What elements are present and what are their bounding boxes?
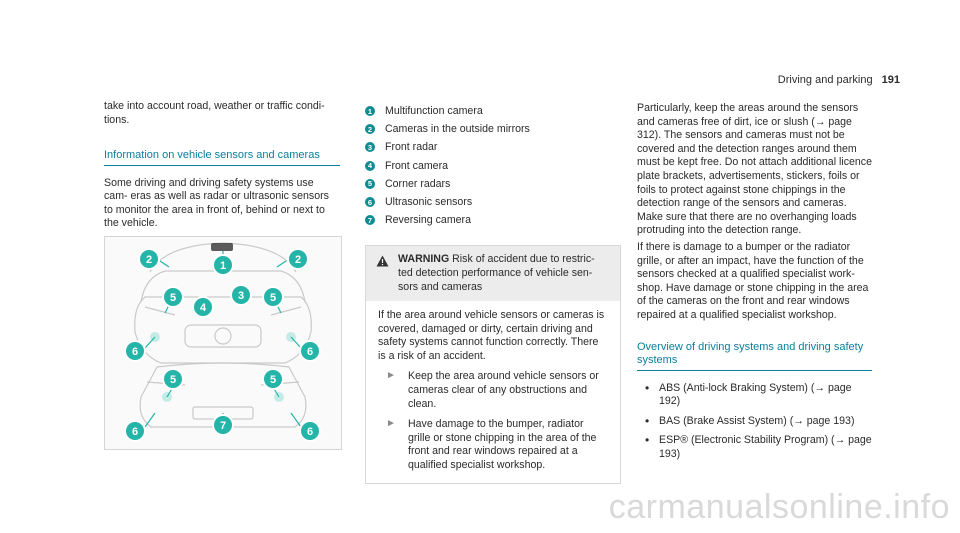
care-paragraph: Particularly, keep the areas around the sensors and cameras free of dirt, ice or slush (→ page 312). The sensors and cameras must not be covered and the detection ranges around them must be kept free. Do not attach additional licence plate brackets, advertisements, stickers, foils or foils to protect against stone chippings in the detection range of the sensors and cameras. Make sure that there are no overhanging loads protruding into the detection range.	[637, 102, 872, 237]
svg-text:6: 6	[306, 346, 314, 358]
damage-paragraph: If there is damage to a bumper or the radiator grille, or after an impact, have the function of the sensors checked at a qualified specialist work- shop. Have damage or stone chipping in the area of the cameras on the front and rear windows repaired at a qualified specialist workshop.	[637, 240, 869, 321]
section-title-sensors: Information on vehicle sensors and cameras	[104, 149, 340, 166]
callout-5-rear-left	[163, 369, 183, 389]
number-badge: 3	[365, 142, 375, 152]
legend-label: Front radar	[385, 141, 438, 154]
number-badge: 5	[365, 179, 375, 189]
svg-text:2: 2	[145, 254, 153, 266]
page-number: 191	[881, 74, 900, 86]
system-link-abs[interactable]: ABS (Anti-lock Braking System) (→ page 192)	[659, 381, 852, 408]
warning-box	[365, 245, 621, 483]
sensors-body-text: Some driving and driving safety systems use cam- eras as well as radar or ultrasonic sensors to monitor the area in front of, behind or next to the vehicle.	[104, 176, 329, 230]
warning-head: Risk of accident due to restric- ted detection performance of vehicle sen- sors and cameras	[398, 253, 595, 293]
callout-6-front-right	[300, 341, 320, 361]
intro-text: take into account road, weather or traffic condi- tions.	[104, 100, 325, 126]
svg-text:1: 1	[219, 260, 227, 272]
callout-5-front-right	[263, 287, 283, 307]
system-link-esp[interactable]: ESP® (Electronic Stability Program) (→ page 193)	[659, 434, 872, 460]
svg-text:7: 7	[219, 420, 227, 432]
svg-text:4: 4	[199, 302, 207, 314]
warning-body	[366, 301, 620, 483]
list-item	[365, 175, 621, 193]
page-header	[778, 74, 900, 86]
legend-label: Corner radars	[385, 177, 451, 190]
warning-title: WARNING	[398, 253, 450, 266]
number-badge: 1	[365, 106, 375, 116]
section-title-overview: Overview of driving systems and driving safety systems	[637, 341, 872, 371]
header-section: Driving and parking	[777, 74, 873, 86]
callout-5-front-left	[163, 287, 183, 307]
list-item	[365, 102, 621, 120]
column-2	[365, 102, 621, 484]
bullet-icon: •	[645, 413, 650, 428]
callout-1	[213, 255, 233, 275]
legend-label: Cameras in the outside mirrors	[385, 123, 530, 136]
sensor-legend-list	[365, 102, 621, 229]
svg-text:2: 2	[294, 254, 302, 266]
list-item	[365, 193, 621, 211]
list-item	[365, 120, 621, 138]
sensor-locations-figure	[104, 236, 342, 450]
callout-2-right	[288, 249, 308, 269]
bullet-icon: •	[645, 433, 650, 448]
callout-2-left	[139, 249, 159, 269]
list-item	[637, 415, 872, 429]
list-item	[365, 211, 621, 229]
svg-text:5: 5	[169, 374, 177, 386]
svg-text:3: 3	[237, 290, 245, 302]
svg-text:6: 6	[131, 346, 139, 358]
watermark: carmanualsonline.info	[608, 488, 950, 526]
callout-3	[231, 285, 251, 305]
list-item	[365, 157, 621, 175]
list-item	[365, 138, 621, 156]
column-3	[637, 102, 872, 467]
callout-6-rear-left	[125, 421, 145, 441]
callout-4	[193, 297, 213, 317]
arrow-icon: ►	[386, 370, 396, 382]
warning-header	[366, 246, 620, 301]
column-1	[104, 100, 340, 231]
list-item	[637, 382, 872, 409]
svg-text:6: 6	[131, 426, 139, 438]
number-badge: 6	[365, 197, 375, 207]
number-badge: 7	[365, 215, 375, 225]
warning-triangle-icon	[376, 254, 390, 294]
number-badge: 2	[365, 124, 375, 134]
warning-action-1	[378, 370, 608, 411]
legend-label: Multifunction camera	[385, 105, 483, 118]
svg-text:5: 5	[269, 292, 277, 304]
arrow-icon: ►	[386, 418, 396, 430]
legend-label: Reversing camera	[385, 214, 471, 227]
legend-label: Front camera	[385, 159, 448, 172]
warning-description: If the area around vehicle sensors or cameras is covered, damaged or dirty, certain driving and safety systems cannot function correctly. There is a risk of an accident.	[378, 309, 605, 362]
svg-text:5: 5	[269, 374, 277, 386]
car-diagram	[105, 237, 341, 449]
callout-7	[213, 415, 233, 435]
action-text: Keep the area around vehicle sensors or cameras clear of any obstructions and clean.	[408, 370, 599, 410]
warning-action-2	[378, 418, 608, 472]
list-item	[637, 434, 872, 461]
callout-5-rear-right	[263, 369, 283, 389]
bullet-icon: •	[645, 380, 650, 395]
number-badge: 4	[365, 161, 375, 171]
legend-label: Ultrasonic sensors	[385, 196, 473, 209]
system-link-bas[interactable]: BAS (Brake Assist System) (→ page 193)	[659, 414, 855, 427]
callout-6-front-left	[125, 341, 145, 361]
svg-text:5: 5	[169, 292, 177, 304]
action-text: Have damage to the bumper, radiator grille or stone chipping in the area of the front and rear windows repaired at a qualified specialist workshop.	[408, 418, 597, 472]
systems-list	[637, 382, 872, 462]
warning-heading-text	[398, 253, 610, 294]
callout-6-rear-right	[300, 421, 320, 441]
svg-text:6: 6	[306, 426, 314, 438]
